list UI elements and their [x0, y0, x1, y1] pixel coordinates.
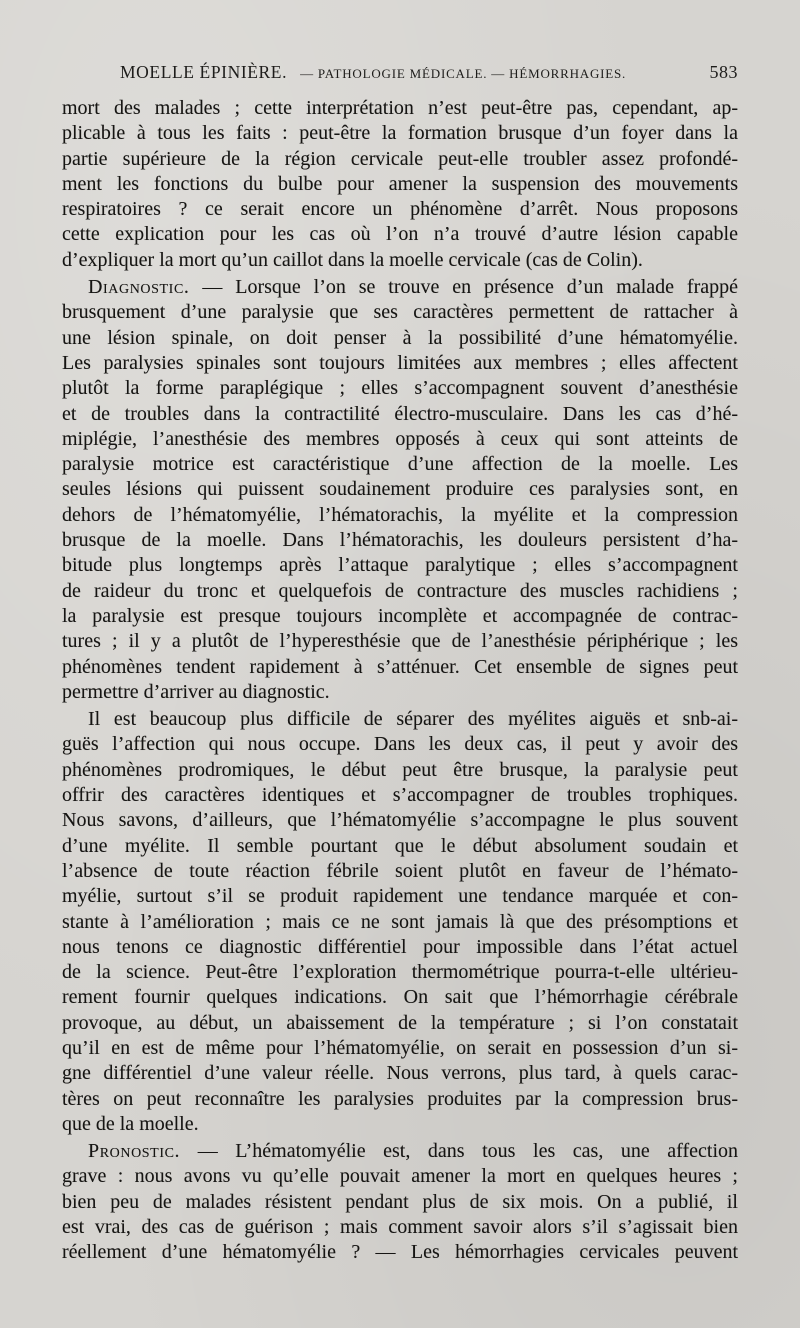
text-line: provoque, au début, un abaissement de la température ; si l’on constatait: [62, 1011, 738, 1034]
text-line: d’expliquer la mort qu’un caillot dans la moelle cervicale (cas de Colin).: [62, 248, 643, 271]
text-line: plicable à tous les faits : peut-être la formation brusque d’un foyer dans la: [62, 122, 738, 145]
text-line: guës l’affection qui nous occupe. Dans les deux cas, il peut y avoir des: [62, 733, 738, 756]
text-line: seules lésions qui puissent soudainement produire ces paralysies sont, en: [62, 478, 738, 501]
text-line: tères on peut reconnaître les paralysies produites par la compression brus-: [62, 1087, 738, 1110]
paragraph-pronostic: [62, 1139, 738, 1265]
section-heading-pronostic: Pronostic.: [88, 1140, 181, 1163]
text-line: nous tenons ce diagnostic différentiel pour impossible dans l’état actuel: [62, 935, 738, 958]
running-header: [62, 58, 740, 88]
running-title: [120, 62, 626, 83]
heading-line-rest: — L’hématomyélie est, dans tous les cas, une affection: [197, 1140, 739, 1163]
text-line: brusquement d’une paralysie que ses caractères permettent de rattacher à: [62, 301, 738, 324]
text-line: dehors de l’hématomyélie, l’hématorachis, la myélite et la compression: [62, 503, 738, 526]
text-line: est vrai, des cas de guérison ; mais comment savoir alors s’il s’agissait bien: [62, 1216, 738, 1239]
text-line: que de la moelle.: [62, 1112, 199, 1135]
text-line: de la science. Peut-être l’exploration thermométrique pourra-t-elle ultérieu-: [62, 961, 738, 984]
paragraph-1: [62, 96, 738, 273]
text-line: grave : nous avons vu qu’elle pouvait amener la mort en quelques heures ;: [62, 1165, 738, 1188]
text-line: miplégie, l’anesthésie des membres opposés à ceux qui sont atteints de: [62, 427, 738, 450]
text-line: Les paralysies spinales sont toujours limitées aux membres ; elles affectent: [62, 351, 738, 374]
paragraph-diagnostic: [62, 275, 738, 705]
text-line: Nous savons, d’ailleurs, que l’hématomyélie s’accompagne le plus souvent: [62, 809, 738, 832]
text-line: rement fournir quelques indications. On sait que l’hémorrhagie cérébrale: [62, 986, 738, 1009]
text-line: phénomènes tendent rapidement à s’atténuer. Cet ensemble de signes peut: [62, 655, 738, 678]
text-line: [62, 1139, 738, 1164]
text-line: offrir des caractères identiques et s’accompagner de troubles trophiques.: [62, 784, 738, 807]
text-line: bien peu de malades résistent pendant plus de six mois. On a publié, il: [62, 1190, 738, 1213]
running-title-left: MOELLE ÉPINIÈRE.: [120, 62, 288, 82]
text-line: plutôt la forme paraplégique ; elles s’accompagnent souvent d’anesthésie: [62, 377, 738, 400]
text-line: brusque de la moelle. Dans l’hématorachis, les douleurs persistent d’ha-: [62, 529, 738, 552]
heading-line-rest: — Lorsque l’on se trouve en présence d’un malade frappé: [202, 276, 738, 299]
text-line: une lésion spinale, on doit penser à la possibilité d’une hématomyélie.: [62, 326, 738, 349]
text-line: myélie, surtout s’il se produit rapidement une tendance marquée et con-: [62, 885, 738, 908]
text-line: stante à l’amélioration ; mais ce ne sont jamais là que des présomptions et: [62, 910, 738, 933]
page-number: 583: [709, 62, 738, 82]
text-line: permettre d’arriver au diagnostic.: [62, 680, 330, 703]
body-text: [62, 96, 738, 1268]
text-line: phénomènes prodromiques, le début peut être brusque, la paralysie peut: [62, 758, 738, 781]
text-line: et de troubles dans la contractilité électro-musculaire. Dans les cas d’hé-: [62, 402, 738, 425]
text-line: qu’il en est de même pour l’hématomyélie, on serait en possession d’un si-: [62, 1036, 738, 1059]
text-line: de raideur du tronc et quelquefois de contracture des muscles rachidiens ;: [62, 579, 738, 602]
text-line: respiratoires ? ce serait encore un phénomène d’arrêt. Nous proposons: [62, 198, 738, 221]
text-line: paralysie motrice est caractéristique d’une affection de la moelle. Les: [62, 453, 738, 476]
section-heading-diagnostic: Diagnostic.: [88, 276, 190, 299]
text-line: Il est beaucoup plus difficile de séparer des myélites aiguës et snb-ai-: [88, 708, 738, 731]
running-title-section: — PATHOLOGIE MÉDICALE. — HÉMORRHAGIES.: [300, 66, 627, 81]
text-line: gne différentiel d’une valeur réelle. Nous verrons, plus tard, à quels carac-: [62, 1062, 738, 1085]
paragraph-myelites: [62, 707, 738, 1137]
text-line: d’une myélite. Il semble pourtant que le début absolument soudain et: [62, 834, 738, 857]
text-line: la paralysie est presque toujours incomplète et accompagnée de contrac-: [62, 604, 738, 627]
text-line: l’absence de toute réaction fébrile soient plutôt en faveur de l’hémato-: [62, 859, 738, 882]
text-line: tures ; il y a plutôt de l’hyperesthésie que de l’anesthésie périphérique ; les: [62, 630, 738, 653]
text-line: mort des malades ; cette interprétation n’est peut-être pas, cependant, ap-: [62, 97, 738, 119]
text-line: ment les fonctions du bulbe pour amener la suspension des mouvements: [62, 172, 738, 195]
text-line: partie supérieure de la région cervicale peut-elle troubler assez profondé-: [62, 147, 738, 170]
text-line: bitude plus longtemps après l’attaque paralytique ; elles s’accompagnent: [62, 554, 738, 577]
text-line: cette explication pour les cas où l’on n’a trouvé d’autre lésion capable: [62, 223, 738, 246]
text-line: réellement d’une hématomyélie ? — Les hémorrhagies cervicales peuvent: [62, 1241, 738, 1264]
text-line: [62, 275, 738, 300]
